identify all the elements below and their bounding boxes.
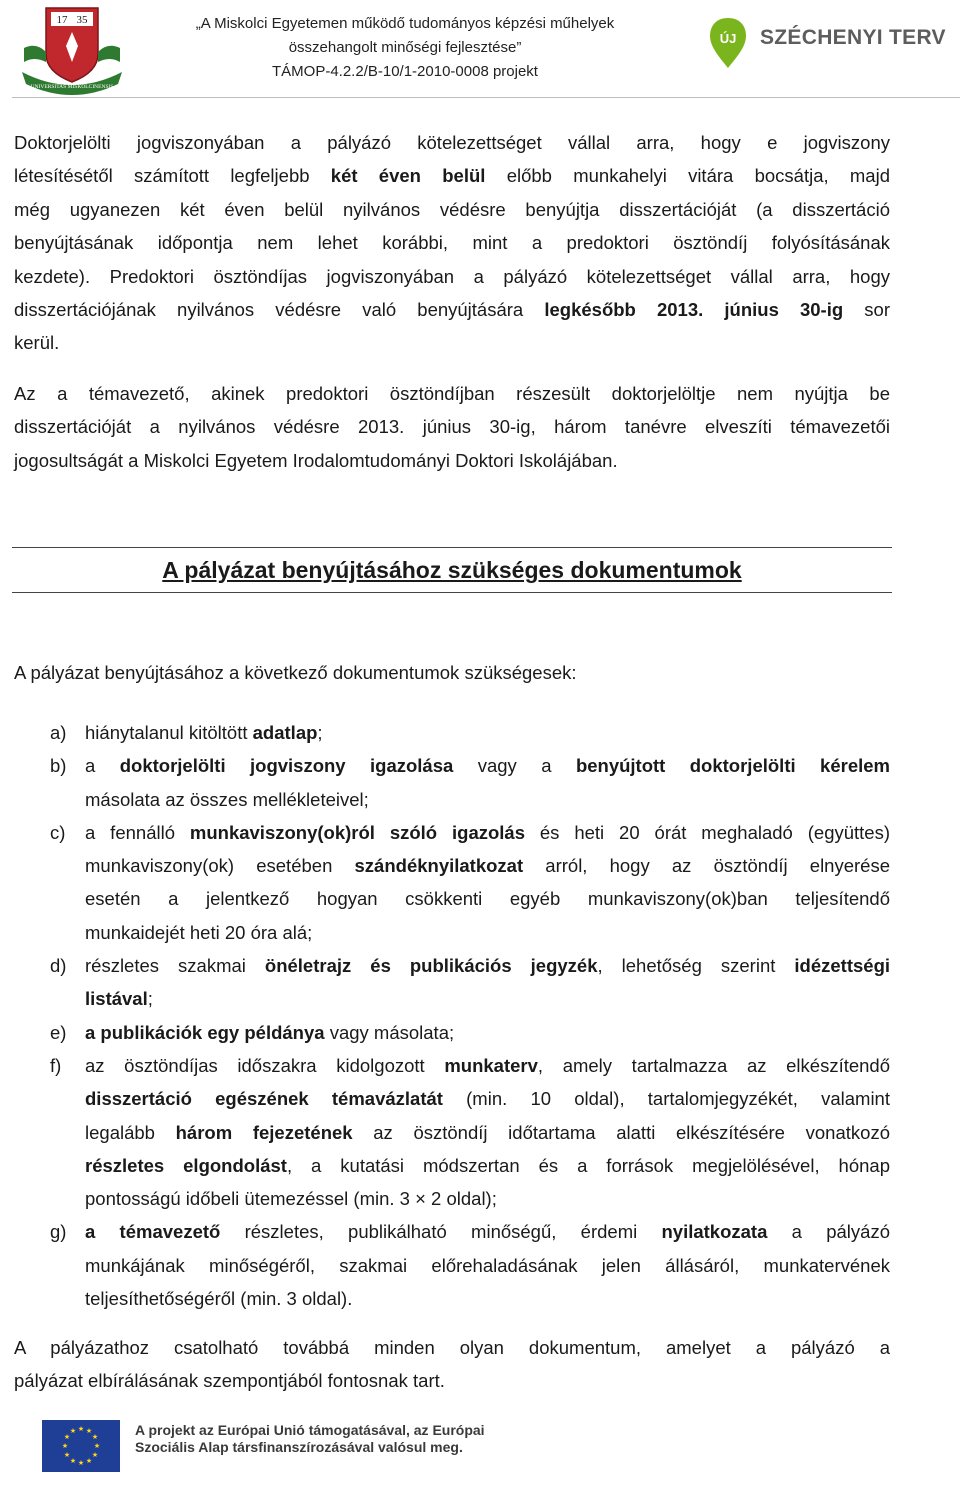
list-item-e: e) a publikációk egy példánya vagy másolata;	[50, 1021, 455, 1043]
header-divider	[12, 97, 960, 98]
list-item-a: a) hiánytalanul kitöltött adatlap;	[50, 722, 323, 743]
project-line-3: TÁMOP-4.2.2/B-10/1-2010-0008 projekt	[272, 63, 538, 80]
list-item-c: c) a fennálló munkaviszony(ok)ról szóló igazolás és heti 20 órát meghaladó (együttes) munkaviszony(ok) esetében szándéknyilatkozat arról, hogy az ösztöndíj elnyerése esetén a jelentkező hogyan csökkenti egyéb munkaviszony(ok)ban teljesítendő munkaidejét heti 20 óra alá;	[50, 821, 890, 943]
logo-uj: ÚJ	[719, 31, 737, 46]
svg-text:★: ★	[85, 1457, 93, 1465]
crest-year-left: 17	[56, 14, 68, 26]
footer-funding-text: A projekt az Európai Unió támogatásával, az Európai Szociális Alap társfinanszírozásával valósul meg.	[135, 1422, 485, 1455]
crest-year-right: 35	[76, 14, 88, 26]
documents-intro: A pályázat benyújtásához a következő dokumentumok szükségesek:	[14, 662, 577, 683]
closing-paragraph: A pályázathoz csatolható továbbá minden olyan dokumentum, amelyet a pályázó a pályázat elbírálásának szempontjából fontosnak tart.	[14, 1337, 890, 1392]
list-item-f: f) az ösztöndíjas időszakra kidolgozott munkaterv, amely tartalmazza az elkészítendő disszertáció egészének témavázlatát (min. 10 oldal), tartalomjegyzékét, valamint legalább három fejezetének az ösztöndíj időtartama alatti elkészítésére vonatkozó részletes elgondolást, a kutatási módszertan és a források megjelölésével, hónap pontosságú időbeli ütemezéssel (min. 3 × 2 oldal);	[50, 1054, 890, 1210]
uj-szechenyi-terv-icon	[708, 16, 748, 70]
page-header	[0, 0, 960, 100]
crest-motto: UNIVERSITAS MISKOLCINENSIS	[30, 84, 114, 90]
svg-text:★: ★	[93, 1442, 101, 1450]
svg-text:★: ★	[85, 1427, 93, 1435]
university-crest-logo	[18, 2, 126, 96]
svg-text:★: ★	[69, 1457, 77, 1465]
page-footer	[0, 1410, 960, 1488]
svg-text:★: ★	[91, 1433, 99, 1441]
list-item-b: b) a doktorjelölti jogviszony igazolása vagy a benyújtott doktorjelölti kérelem másolata az összes mellékleteivel;	[50, 755, 890, 810]
svg-text:★: ★	[63, 1433, 71, 1441]
document-body	[14, 126, 890, 477]
svg-text:★: ★	[61, 1442, 69, 1450]
paragraph-supervisor: Az a témavezető, akinek predoktori ösztöndíjban részesült doktorjelöltje nem nyújtja be disszertációját a nyilvános védésre 2013. június 30-ig, három tanévre elveszíti témavezetői jogosultságát a Miskolci Egyetem Irodalomtudományi Doktori Iskolájában.	[14, 382, 890, 471]
project-line-1: „A Miskolci Egyetemen működő tudományos képzési műhelyek	[195, 15, 615, 32]
svg-text:★: ★	[91, 1451, 99, 1459]
szechenyi-terv-logo-text: SZÉCHENYI TERV	[760, 26, 946, 49]
list-item-d: d) részletes szakmai önéletrajz és publikációs jegyzék, lehetőség szerint idézettségi listával;	[50, 955, 891, 1010]
eu-flag-icon	[42, 1420, 120, 1472]
list-item-g: g) a témavezető részletes, publikálható minőségű, érdemi nyilatkozata a pályázó munkájának minőségéről, szakmai előrehaladásának jelen állásáról, munkatervének teljesíthetőségéről (min. 3 oldal).	[50, 1221, 890, 1310]
project-line-2: összehangolt minőségi fejlesztése”	[288, 39, 522, 56]
svg-text:★: ★	[77, 1459, 85, 1467]
project-title	[165, 12, 645, 84]
svg-text:★: ★	[69, 1427, 77, 1435]
required-documents-list	[50, 716, 890, 1315]
paragraph-doctoral-obligations: Doktorjelölti jogviszonyában a pályázó kötelezettséget vállal arra, hogy e jogviszony létesítésétől számított legfeljebb két éven belül előbb munkahelyi vitára bocsátja, majd még ugyanezen két éven belül nyilvános védésre benyújtja disszertációját (a disszertáció benyújtásának időpontja nem lehet korábbi, mint a predoktori ösztöndíj folyósításának kezdete). Predoktori ösztöndíjas jogviszonyában a pályázó kötelezettséget vállal arra, hogy disszertációjának nyilvános védésre való benyújtására legkésőbb 2013. június 30-ig sor kerül.	[14, 132, 890, 354]
svg-text:★: ★	[77, 1425, 85, 1433]
section-heading: A pályázat benyújtásához szükséges dokumentumok	[12, 547, 892, 593]
svg-text:★: ★	[63, 1451, 71, 1459]
